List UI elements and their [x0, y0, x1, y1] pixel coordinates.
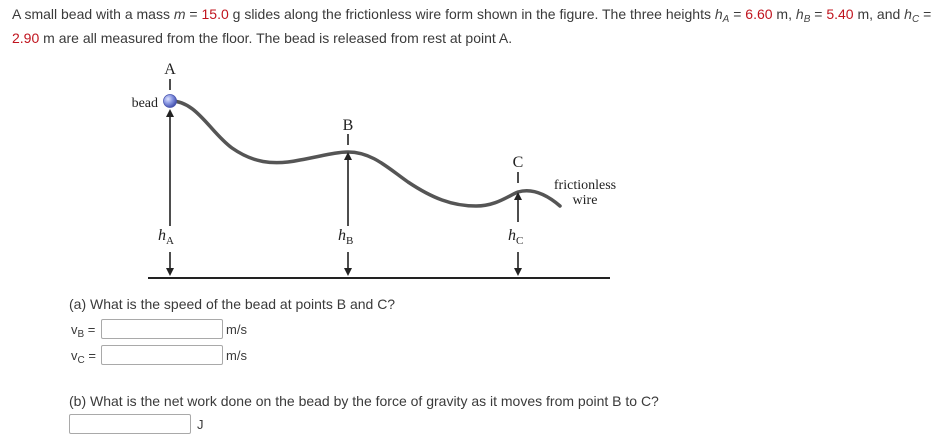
answer-row-vc [71, 344, 247, 366]
work-input[interactable] [69, 414, 191, 434]
equals-sign: = [919, 6, 932, 22]
height-c-value: 2.90 [12, 30, 40, 46]
answer-row-work [69, 413, 204, 435]
point-a-label: A [164, 61, 176, 78]
intro-text: A small bead with a mass [12, 6, 174, 22]
mass-variable: m [173, 6, 186, 22]
equals-sign: = [185, 6, 202, 22]
point-c-label: C [512, 154, 524, 171]
vc-label: $v_C$ = [71, 347, 96, 366]
point-b-label: B [342, 117, 354, 134]
wire-label-line1: frictionless [553, 178, 617, 193]
height-c-variable: $h_C$ [904, 6, 920, 25]
bead-label: bead [131, 96, 158, 111]
equals-sign: = [810, 6, 827, 22]
height-b-variable: $h_B$ [795, 6, 811, 25]
frictionless-wire [170, 101, 560, 206]
part-a-question: (a) What is the speed of the bead at points B and C? [69, 296, 396, 312]
intro-text: m, [772, 6, 796, 22]
vb-input[interactable] [101, 319, 223, 339]
height-a-variable: $h_A$ [714, 6, 730, 25]
wire-label-line2: wire [572, 193, 598, 208]
height-c-label: $h_C$ [508, 227, 524, 247]
vb-label: $v_B$ = [71, 321, 96, 340]
height-a-label: $h_A$ [158, 227, 174, 247]
intro-text: m are all measured from the floor. The bead is released from rest at point A. [39, 30, 513, 46]
answer-row-vb [71, 318, 247, 340]
vc-unit: m/s [226, 347, 247, 363]
work-unit: J [197, 416, 204, 432]
problem-statement [12, 2, 937, 50]
height-b-label: $h_B$ [338, 227, 354, 247]
vb-unit: m/s [226, 321, 247, 337]
intro-text: m, and [853, 6, 905, 22]
vc-input[interactable] [101, 345, 223, 365]
bead [164, 95, 177, 108]
equals-sign: = [729, 6, 746, 22]
intro-text: g slides along the frictionless wire form shown in the figure. The three heights [228, 6, 715, 22]
height-a-value: 6.60 [745, 6, 773, 22]
height-b-value: 5.40 [826, 6, 854, 22]
mass-value: 15.0 [201, 6, 229, 22]
part-b-question: (b) What is the net work done on the bead by the force of gravity as it moves from point B to C? [69, 393, 659, 409]
